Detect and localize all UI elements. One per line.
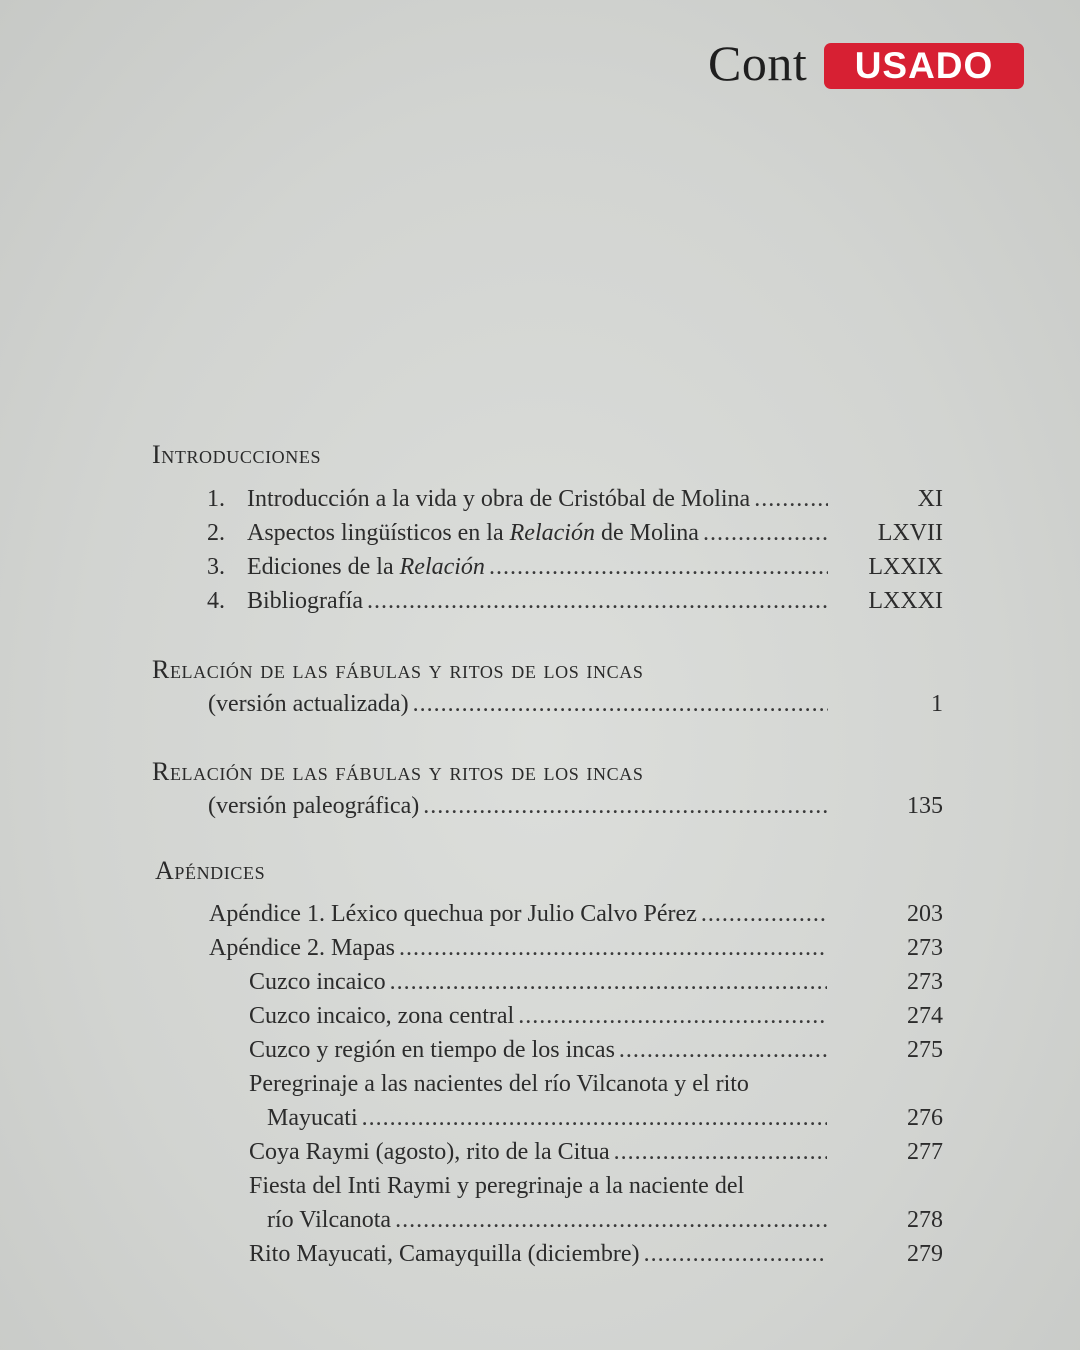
entry-label: Bibliografía — [247, 588, 363, 614]
toc-entry[interactable] — [267, 1207, 831, 1237]
dot-leader — [619, 1037, 827, 1064]
toc-entry[interactable] — [249, 1241, 831, 1271]
used-badge: USADO — [824, 43, 1024, 89]
entry-label: Cuzco y región en tiempo de los incas — [249, 1037, 615, 1063]
toc-entry[interactable] — [267, 1105, 831, 1135]
entry-label: Mayucati — [267, 1105, 358, 1131]
entry-page: LXXXI — [868, 588, 943, 614]
entry-label-line1: Fiesta del Inti Raymi y peregrinaje a la naciente del — [249, 1173, 745, 1199]
page-title: Cont — [708, 35, 808, 91]
entry-page: LXVII — [877, 520, 943, 546]
entry-label: río Vilcanota — [267, 1207, 392, 1233]
toc-entry[interactable] — [249, 1139, 831, 1169]
dot-leader — [754, 486, 828, 513]
entry-page: 273 — [907, 969, 943, 995]
toc-entry[interactable] — [208, 793, 832, 823]
entry-label: Rito Mayucati, Camayquilla (diciembre) — [249, 1241, 640, 1267]
dot-leader — [701, 901, 827, 928]
toc-entry[interactable] — [207, 486, 832, 516]
dot-leader — [413, 691, 828, 718]
toc-entry[interactable] — [207, 588, 832, 618]
entry-number: 2. — [207, 520, 225, 546]
dot-leader — [390, 969, 827, 996]
entry-page: 275 — [907, 1037, 943, 1063]
entry-page: LXXIX — [868, 554, 943, 580]
toc-entry[interactable] — [207, 554, 832, 584]
entry-label: Ediciones de la Relación — [247, 554, 485, 580]
dot-leader — [518, 1003, 827, 1030]
entry-page: 135 — [907, 793, 943, 819]
toc-entry[interactable] — [209, 935, 831, 965]
entry-page: 203 — [907, 901, 943, 927]
entry-page: 277 — [907, 1139, 943, 1165]
dot-leader — [423, 793, 828, 820]
dot-leader — [489, 554, 828, 581]
entry-label: Apéndice 1. Léxico quechua por Julio Calvo Pérez — [209, 901, 697, 927]
toc-entry[interactable] — [208, 691, 832, 721]
dot-leader — [614, 1139, 827, 1166]
entry-label: Cuzco incaico — [249, 969, 386, 995]
dot-leader — [399, 935, 827, 962]
entry-page: 276 — [907, 1105, 943, 1131]
section-heading-introducciones: Introducciones — [152, 440, 322, 469]
dot-leader — [395, 1207, 827, 1234]
dot-leader — [362, 1105, 827, 1132]
entry-page: 278 — [907, 1207, 943, 1233]
entry-page: 1 — [931, 691, 943, 717]
entry-label: (versión actualizada) — [208, 691, 409, 717]
dot-leader — [367, 588, 828, 615]
dot-leader — [644, 1241, 827, 1268]
entry-number: 4. — [207, 588, 225, 614]
section-heading-relacion-actualizada: Relación de las fábulas y ritos de los incas — [152, 655, 644, 684]
section-heading-relacion-paleografica: Relación de las fábulas y ritos de los incas — [152, 757, 644, 786]
toc-entry[interactable] — [207, 520, 832, 550]
entry-number: 1. — [207, 486, 225, 512]
entry-page: 273 — [907, 935, 943, 961]
entry-label: Introducción a la vida y obra de Cristóbal de Molina — [247, 486, 751, 512]
entry-label-line1: Peregrinaje a las nacientes del río Vilcanota y el rito — [249, 1071, 749, 1097]
entry-label: (versión paleográfica) — [208, 793, 420, 819]
entry-page: 274 — [907, 1003, 943, 1029]
toc-entry[interactable] — [249, 1037, 831, 1067]
toc-entry[interactable] — [249, 969, 831, 999]
entry-label: Coya Raymi (agosto), rito de la Citua — [249, 1139, 610, 1165]
section-heading-apendices: Apéndices — [155, 856, 266, 885]
entry-page: XI — [917, 486, 943, 512]
toc-entry[interactable] — [249, 1003, 831, 1033]
dot-leader — [703, 520, 828, 547]
entry-label: Cuzco incaico, zona central — [249, 1003, 515, 1029]
toc-entry[interactable] — [209, 901, 831, 931]
entry-label: Aspectos lingüísticos en la Relación de Molina — [247, 520, 699, 546]
entry-number: 3. — [207, 554, 225, 580]
entry-label: Apéndice 2. Mapas — [209, 935, 395, 961]
entry-page: 279 — [907, 1241, 943, 1267]
